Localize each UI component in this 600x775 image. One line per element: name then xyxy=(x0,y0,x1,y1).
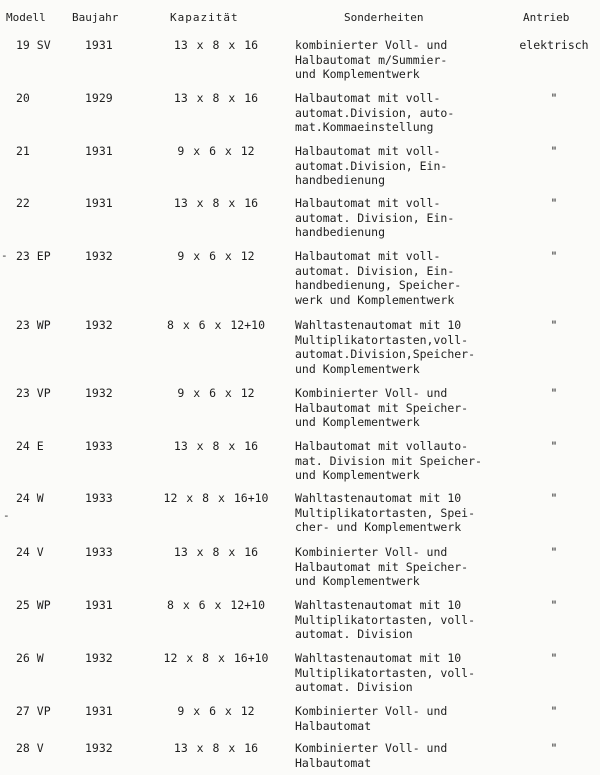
margin-mark: - xyxy=(3,509,10,522)
cell-baujahr: 1929 xyxy=(85,91,113,105)
margin-mark: - xyxy=(1,249,8,262)
cell-kapazitaet: 13 x 8 x 16 xyxy=(173,741,259,755)
cell-modell: 20 xyxy=(16,91,30,105)
cell-antrieb: " xyxy=(550,386,558,400)
header-antrieb: Antrieb xyxy=(523,11,570,24)
table-header xyxy=(0,10,600,26)
cell-antrieb: " xyxy=(550,598,558,612)
cell-kapazitaet: 9 x 6 x 12 xyxy=(177,386,255,400)
cell-baujahr: 1931 xyxy=(85,704,113,718)
cell-kapazitaet: 13 x 8 x 16 xyxy=(173,91,259,105)
cell-sonderheiten: Halbautomat mit voll- automat. Division, Ein- handbedienung, Speicher- werk und Komplementwerk xyxy=(295,249,462,307)
cell-antrieb: " xyxy=(550,651,558,665)
cell-modell: 22 xyxy=(16,196,30,210)
cell-sonderheiten: Kombinierter Voll- und Halbautomat xyxy=(295,704,448,733)
cell-modell: 27 VP xyxy=(16,704,51,718)
cell-baujahr: 1933 xyxy=(85,439,113,453)
cell-kapazitaet: 12 x 8 x 16+10 xyxy=(163,651,269,665)
cell-kapazitaet: 13 x 8 x 16 xyxy=(173,439,259,453)
cell-modell: 21 xyxy=(16,144,30,158)
header-kapazitaet: Kapazität xyxy=(170,11,239,24)
cell-antrieb: " xyxy=(550,704,558,718)
cell-modell: 24 V xyxy=(16,545,44,559)
cell-baujahr: 1933 xyxy=(85,491,113,505)
cell-sonderheiten: Halbautomat mit vollauto- mat. Division mit Speicher- und Komplementwerk xyxy=(295,439,482,482)
cell-sonderheiten: Kombinierter Voll- und Halbautomat mit Speicher- und Komplementwerk xyxy=(295,386,469,429)
cell-baujahr: 1931 xyxy=(85,38,113,52)
cell-antrieb: " xyxy=(550,439,558,453)
cell-sonderheiten: Kombinierter Voll- und Halbautomat xyxy=(295,741,448,770)
cell-sonderheiten: Wahltastenautomat mit 10 Multiplikatortasten, Spei- cher- und Komplementwerk xyxy=(295,491,476,534)
cell-kapazitaet: 9 x 6 x 12 xyxy=(177,704,255,718)
cell-antrieb: " xyxy=(550,144,558,158)
cell-modell: 23 VP xyxy=(16,386,51,400)
cell-modell: 26 W xyxy=(16,651,44,665)
cell-baujahr: 1932 xyxy=(85,386,113,400)
header-sonderheiten: Sonderheiten xyxy=(344,11,424,24)
cell-kapazitaet: 13 x 8 x 16 xyxy=(173,196,259,210)
cell-antrieb: " xyxy=(550,249,558,263)
cell-antrieb: " xyxy=(550,491,558,505)
cell-sonderheiten: Halbautomat mit voll- automat.Division, Ein- handbedienung xyxy=(295,144,448,187)
cell-sonderheiten: Kombinierter Voll- und Halbautomat mit Speicher- und Komplementwerk xyxy=(295,545,469,588)
cell-antrieb: " xyxy=(550,741,558,755)
cell-modell: 28 V xyxy=(16,741,44,755)
cell-sonderheiten: Halbautomat mit voll- automat.Division, auto- mat.Kommaeinstellung xyxy=(295,91,455,134)
cell-baujahr: 1933 xyxy=(85,545,113,559)
cell-sonderheiten: Wahltastenautomat mit 10 Multiplikatortasten, voll- automat. Division xyxy=(295,598,476,641)
cell-antrieb: " xyxy=(550,318,558,332)
cell-modell: 25 WP xyxy=(16,598,51,612)
cell-kapazitaet: 8 x 6 x 12+10 xyxy=(166,598,265,612)
cell-kapazitaet: 13 x 8 x 16 xyxy=(173,38,259,52)
cell-kapazitaet: 9 x 6 x 12 xyxy=(177,249,255,263)
cell-antrieb: elektrisch xyxy=(519,38,589,52)
header-baujahr: Baujahr xyxy=(72,11,119,24)
cell-sonderheiten: Wahltastenautomat mit 10 Multiplikatortasten, voll- automat. Division xyxy=(295,651,476,694)
header-modell: Modell xyxy=(6,11,46,24)
cell-kapazitaet: 9 x 6 x 12 xyxy=(177,144,255,158)
cell-antrieb: " xyxy=(550,545,558,559)
cell-modell: 24 E xyxy=(16,439,44,453)
cell-baujahr: 1932 xyxy=(85,741,113,755)
cell-sonderheiten: Halbautomat mit voll- automat. Division, Ein- handbedienung xyxy=(295,196,455,239)
cell-baujahr: 1931 xyxy=(85,196,113,210)
cell-baujahr: 1932 xyxy=(85,318,113,332)
cell-kapazitaet: 12 x 8 x 16+10 xyxy=(163,491,269,505)
cell-modell: 23 WP xyxy=(16,318,51,332)
cell-kapazitaet: 13 x 8 x 16 xyxy=(173,545,259,559)
cell-sonderheiten: Wahltastenautomat mit 10 Multiplikatortasten,voll- automat.Division,Speicher- und Komplementwerk xyxy=(295,318,476,376)
cell-modell: 19 SV xyxy=(16,38,51,52)
cell-sonderheiten: kombinierter Voll- und Halbautomat m/Summier- und Komplementwerk xyxy=(295,38,448,81)
cell-baujahr: 1932 xyxy=(85,651,113,665)
cell-baujahr: 1932 xyxy=(85,249,113,263)
cell-antrieb: " xyxy=(550,196,558,210)
cell-baujahr: 1931 xyxy=(85,598,113,612)
cell-modell: 23 EP xyxy=(16,249,51,263)
cell-kapazitaet: 8 x 6 x 12+10 xyxy=(166,318,265,332)
cell-antrieb: " xyxy=(550,91,558,105)
cell-modell: 24 W xyxy=(16,491,44,505)
cell-baujahr: 1931 xyxy=(85,144,113,158)
